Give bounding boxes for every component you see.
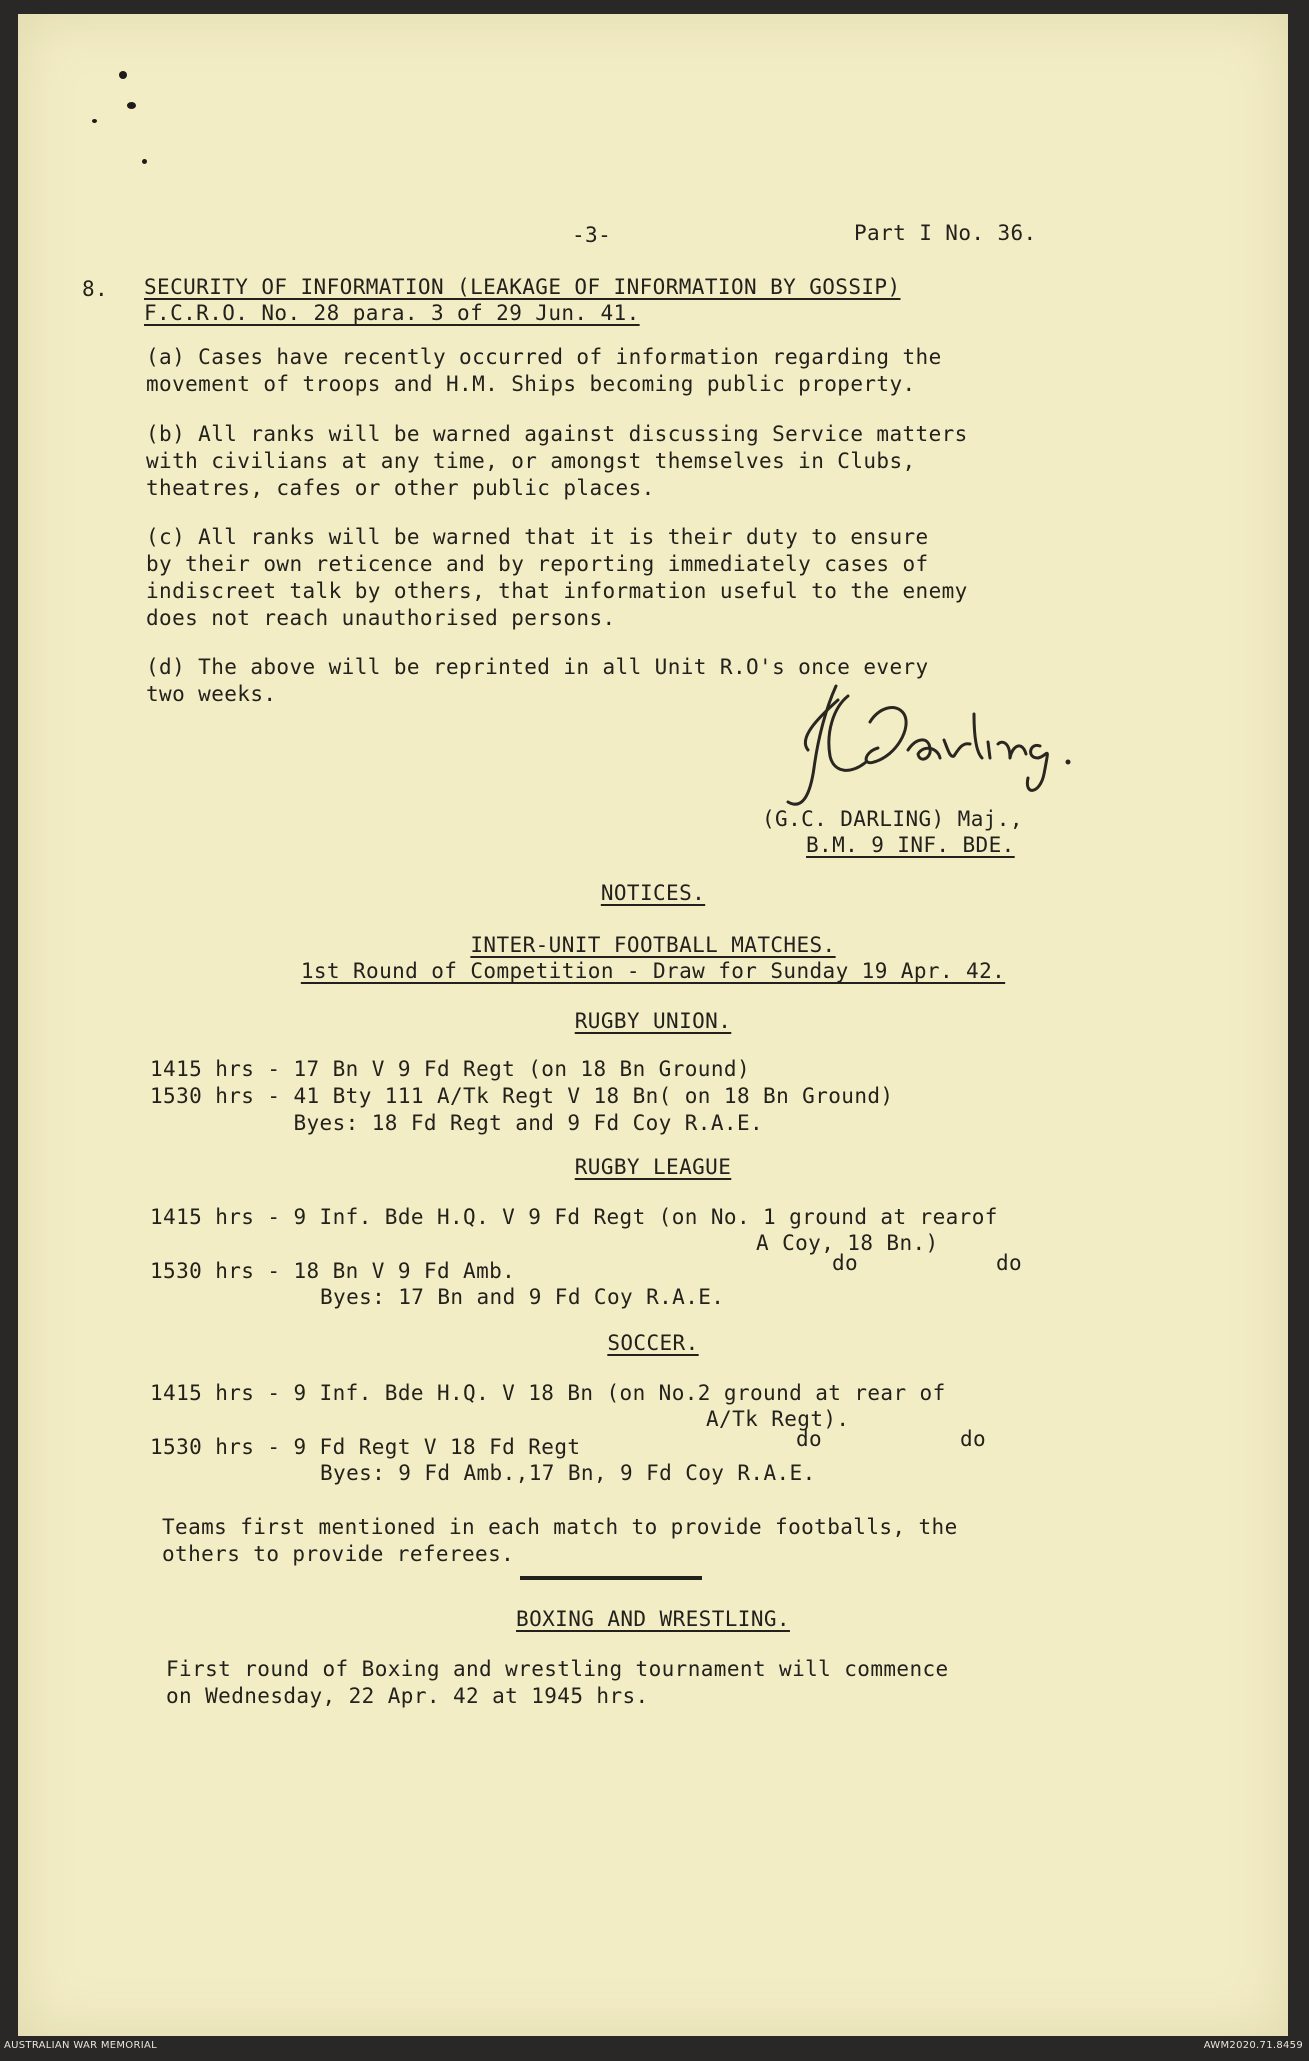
football-subheading: 1st Round of Competition - Draw for Sunday 19 Apr. 42. — [300, 959, 1006, 983]
fixture-line: 1530 hrs - 9 Fd Regt V 18 Fd Regt — [150, 1435, 581, 1459]
paragraph-line: (a) Cases have recently occurred of information regarding the — [146, 345, 942, 369]
rugby-union-fixtures — [150, 1056, 893, 1137]
ditto-mark: do — [996, 1251, 1023, 1275]
soccer-heading: SOCCER. — [607, 1331, 699, 1355]
part-reference: Part I No. 36. — [854, 221, 1037, 245]
paragraph-c — [146, 524, 968, 632]
byes-line: Byes: 17 Bn and 9 Fd Coy R.A.E. — [320, 1285, 725, 1309]
signatory-name: (G.C. DARLING) Maj., — [762, 807, 1023, 831]
note-line: others to provide referees. — [162, 1542, 515, 1566]
paragraph-line: (d) The above will be reprinted in all Unit R.O's once every — [146, 655, 929, 679]
document-page — [18, 14, 1288, 2036]
rugby-union-heading: RUGBY UNION. — [574, 1009, 732, 1033]
paragraph-line: with civilians at any time, or amongst themselves in Clubs, — [146, 449, 916, 473]
rugby-league-heading: RUGBY LEAGUE — [574, 1155, 732, 1179]
fixture-line: 1415 hrs - 9 Inf. Bde H.Q. V 9 Fd Regt (on No. 1 ground at rearof — [150, 1205, 998, 1229]
ditto-mark: do — [796, 1427, 823, 1451]
football-heading: INTER-UNIT FOOTBALL MATCHES. — [470, 933, 836, 957]
signature-dot — [1066, 760, 1071, 765]
footer-credit: AUSTRALIAN WAR MEMORIAL — [4, 2040, 157, 2051]
fixture-line: Byes: 18 Fd Regt and 9 Fd Coy R.A.E. — [150, 1111, 764, 1135]
section-divider — [520, 1576, 702, 1580]
teams-note — [162, 1514, 958, 1568]
fixture-continuation: A Coy, 18 Bn.) — [756, 1231, 939, 1255]
fixture-continuation: A/Tk Regt). — [706, 1407, 850, 1431]
ditto-mark: do — [960, 1427, 987, 1451]
paragraph-a — [146, 344, 942, 398]
notice-line: on Wednesday, 22 Apr. 42 at 1945 hrs. — [166, 1684, 649, 1708]
punch-mark — [92, 119, 97, 123]
fixture-line: 1530 hrs - 18 Bn V 9 Fd Amb. — [150, 1259, 516, 1283]
boxing-heading: BOXING AND WRESTLING. — [516, 1607, 790, 1631]
punch-mark — [142, 159, 147, 164]
paragraph-line: movement of troops and H.M. Ships becoming public property. — [146, 372, 916, 396]
page-number: -3- — [572, 223, 612, 247]
note-line: Teams first mentioned in each match to provide footballs, the — [162, 1515, 958, 1539]
punch-mark — [127, 102, 136, 109]
boxing-notice — [166, 1656, 949, 1710]
punch-mark — [119, 71, 127, 79]
paragraph-line: theatres, cafes or other public places. — [146, 476, 655, 500]
fixture-line: 1415 hrs - 17 Bn V 9 Fd Regt (on 18 Bn Ground) — [150, 1057, 750, 1081]
item-reference: F.C.R.O. No. 28 para. 3 of 29 Jun. 41. — [144, 301, 640, 325]
item-number: 8. — [82, 277, 109, 301]
ditto-mark: do — [832, 1251, 859, 1275]
item-title: SECURITY OF INFORMATION (LEAKAGE OF INFORMATION BY GOSSIP) — [144, 275, 901, 299]
paragraph-b — [146, 421, 968, 502]
paragraph-line: two weeks. — [146, 682, 277, 706]
fixture-line: 1530 hrs - 41 Bty 111 A/Tk Regt V 18 Bn( on 18 Bn Ground) — [150, 1084, 894, 1108]
paragraph-line: (b) All ranks will be warned against discussing Service matters — [146, 422, 968, 446]
notices-heading: NOTICES. — [600, 881, 706, 905]
paragraph-line: by their own reticence and by reporting immediately cases of — [146, 552, 929, 576]
fixture-line: 1415 hrs - 9 Inf. Bde H.Q. V 18 Bn (on No.2 ground at rear of — [150, 1381, 946, 1405]
signatory-role: B.M. 9 INF. BDE. — [806, 833, 1015, 857]
paragraph-line: (c) All ranks will be warned that it is their duty to ensure — [146, 525, 929, 549]
paragraph-line: indiscreet talk by others, that information useful to the enemy — [146, 579, 968, 603]
paragraph-line: does not reach unauthorised persons. — [146, 606, 616, 630]
byes-line: Byes: 9 Fd Amb.,17 Bn, 9 Fd Coy R.A.E. — [320, 1461, 816, 1485]
notice-line: First round of Boxing and wrestling tournament will commence — [166, 1657, 949, 1681]
footer-accession-number: AWM2020.71.8459 — [1203, 2040, 1303, 2051]
